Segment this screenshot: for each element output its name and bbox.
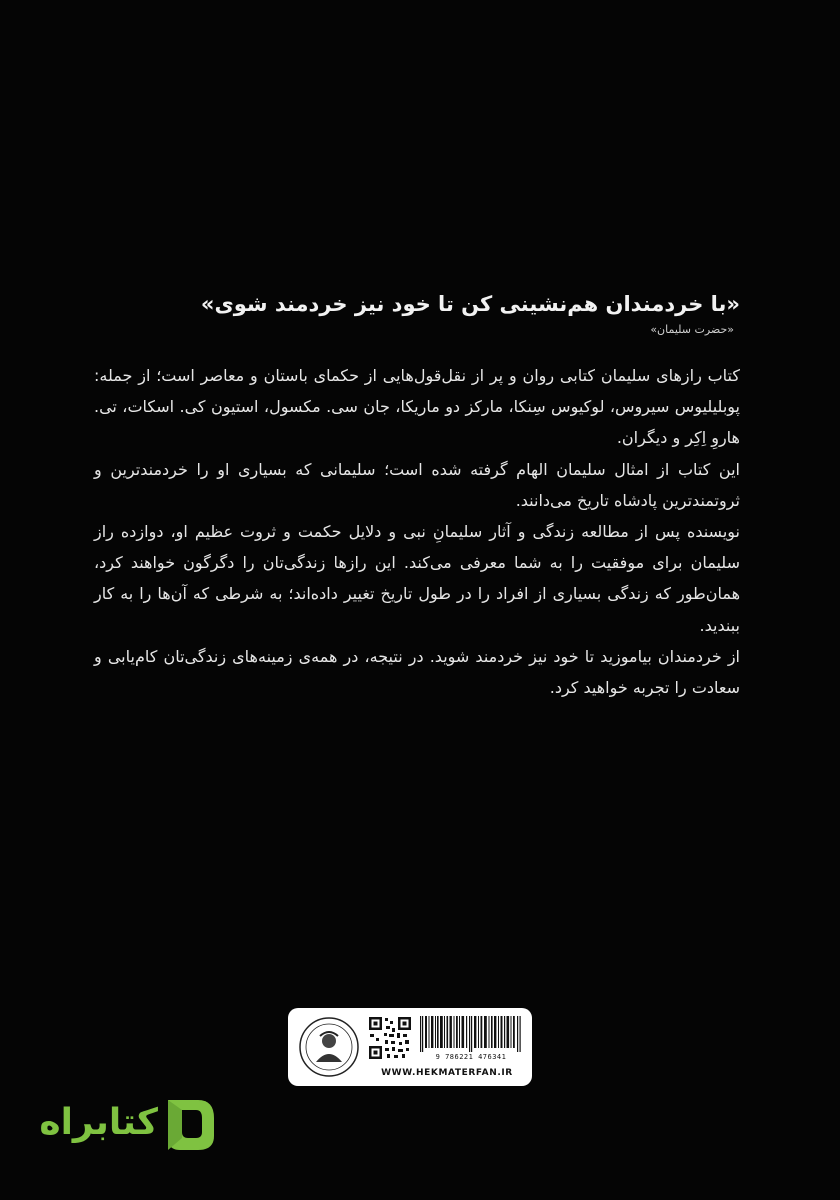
epigraph (100, 286, 740, 338)
publisher-website: WWW.HEKMATERFAN.IR (381, 1068, 513, 1078)
barcode-icon (418, 1016, 524, 1052)
blurb-paragraph: کتاب رازهای سلیمان کتابی روان و پر از نقل‌قول‌هایی از حکمای باستان و معاصر است؛ از جمله: پوبلیلیوس سیروس، لوکیوس سِنکا، مارکز دو ماریکا، جان سی. مکسول، استیون کی. اسکات، تی. هاروِ اِکِر و دیگران. (94, 366, 740, 448)
publisher-seal-icon (298, 1016, 360, 1078)
qr-code-icon (368, 1016, 412, 1060)
blurb (94, 360, 740, 703)
logo-wordmark: کتابراه (39, 1102, 158, 1143)
blurb-paragraph: از خردمندان بیاموزید تا خود نیز خردمند شوید. در نتیجه، در همه‌ی زمینه‌های زندگی‌تان کام‌یابی و سعادت را تجربه خواهید کرد. (94, 646, 740, 698)
blurb-paragraph: این کتاب از امثال سلیمان الهام گرفته شده است؛ سلیمانی که بسیاری او را خردمندترین و ثروتمندترین پادشاه تاریخ می‌دانند. (94, 459, 740, 510)
epigraph-attribution: «حضرت سلیمان» (650, 323, 734, 336)
blurb-paragraph: نویسنده پس از مطالعه زندگی و آثار سلیمانِ نبی و دلایل حکمت و ثروت عظیم او، دوازده راز سلیمان برای موفقیت را به شما معرفی می‌کند. این رازها زندگی‌تان را دگرگون خواهند کرد، همان‌طور که زندگی بسیاری از افراد را در طول تاریخ تغییر داده‌اند؛ به شرطی که آن‌ها را به کار ببندید. (94, 522, 740, 635)
book-logo-icon (158, 1092, 222, 1156)
isbn-digits: 9 786221 476341 (435, 1053, 507, 1061)
barcode-card (288, 1008, 532, 1086)
epigraph-quote: «با خردمندان هم‌نشینی کن تا خود نیز خردمند شوی» (200, 292, 740, 316)
ketabrah-logo (40, 1092, 220, 1156)
